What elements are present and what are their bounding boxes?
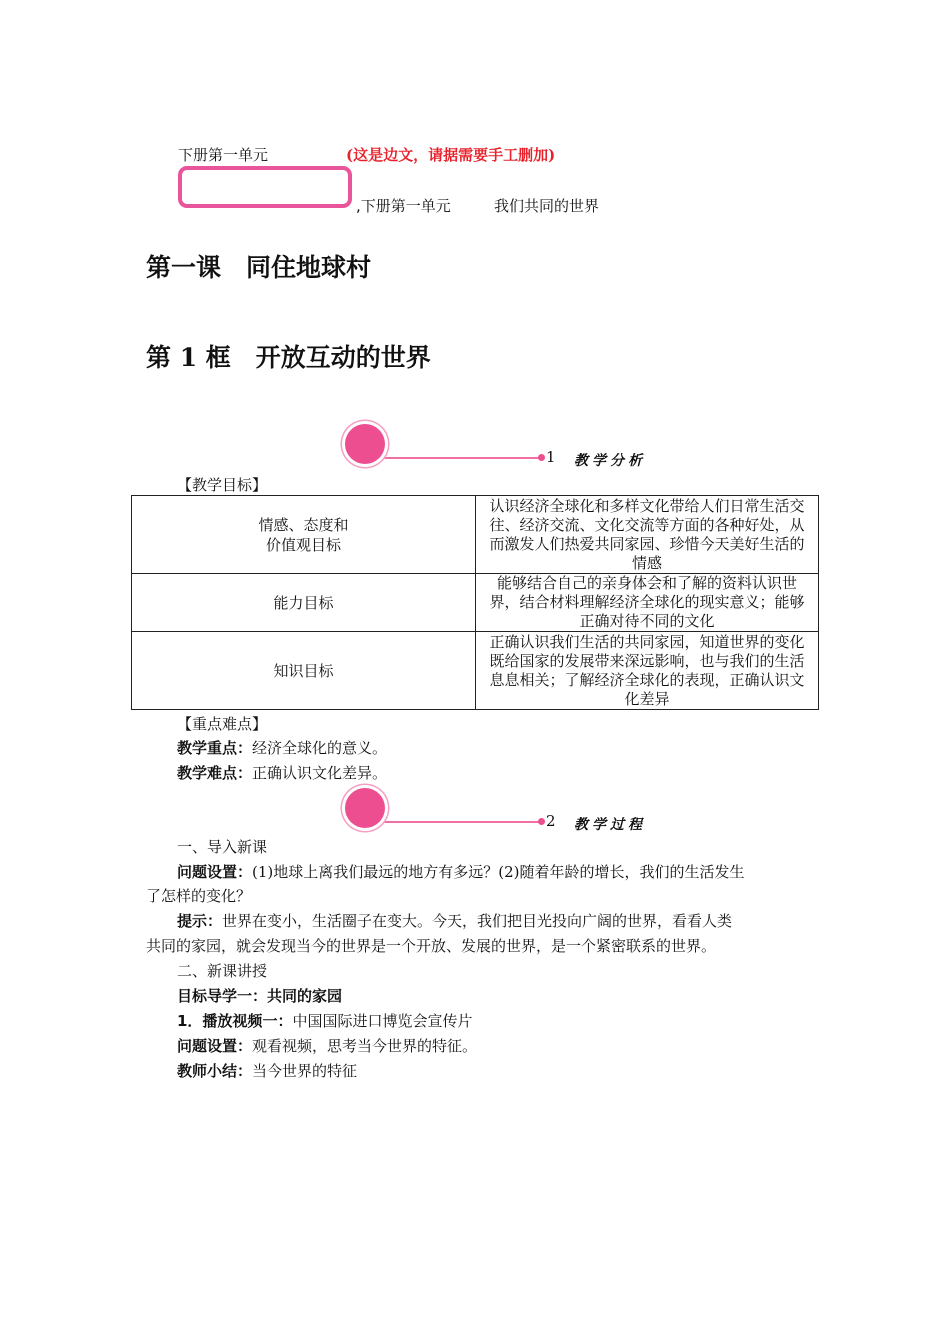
goal-label: 情感、态度和 价值观目标 [132,496,476,574]
summary-label: 教师小结： [177,1062,253,1080]
hint-line-2: 共同的家园，就会发现当今的世界是一个开放、发展的世界，是一个紧密联系的世界。 [146,937,717,955]
section-circle-icon [345,788,385,828]
margin-note: (这是边文，请据需要手工删加) [346,146,556,164]
section-number: 2 [546,812,556,830]
running-header-unit: ,下册第一单元 [356,197,451,215]
section-number: 1 [546,448,556,466]
intro-heading: 一、导入新课 [177,838,268,856]
unit-label: 下册第一单元 [178,146,269,164]
section-title: 教学分析 [574,453,646,469]
difficulty-label: 教学难点： [177,764,253,782]
section-circle-icon [345,424,385,464]
table-row [132,632,819,710]
new-lesson-heading: 二、新课讲授 [177,962,268,980]
section-divider-line [362,821,540,823]
difficulty-text: 正确认识文化差异。 [252,764,388,782]
focus-label: 教学重点： [177,739,253,757]
question-text: (1)地球上离我们最远的地方有多远？(2)随着年龄的增长，我们的生活发生 [252,863,745,881]
teaching-difficulty [177,762,387,784]
header-decoration-box [178,166,352,208]
section-title: 教学过程 [574,817,646,833]
question-2-label: 问题设置： [177,1037,253,1055]
running-header-title: 我们共同的世界 [494,197,600,215]
hint-label: 提示： [177,912,223,930]
question-line-1 [177,861,745,883]
goals-table [131,495,819,710]
goal-label: 能力目标 [132,574,476,632]
goal-label: 知识目标 [132,632,476,710]
question-line-2: 了怎样的变化？ [146,887,252,905]
goal-guide-1: 目标导学一：共同的家园 [177,987,343,1005]
hint-text: 世界在变小，生活圈子在变大。今天，我们把目光投向广阔的世界，看看人类 [222,912,733,930]
goal-desc: 能够结合自己的亲身体会和了解的资料认识世界，结合材料理解经济全球化的现实意义；能够正确对待不同的文化 [476,574,819,632]
lesson-title: 第一课 同住地球村 [146,253,372,282]
section-divider-line [362,457,540,459]
frame-title: 第 1 框 开放互动的世界 [146,343,431,372]
focus-text: 经济全球化的意义。 [252,739,388,757]
table-row [132,496,819,574]
video-line [177,1010,472,1032]
question-2-line [177,1035,477,1057]
keypoints-heading: 【重点难点】 [177,715,268,733]
section-dot-icon [538,818,545,825]
goals-heading: 【教学目标】 [177,476,268,494]
question-label: 问题设置： [177,863,253,881]
table-row [132,574,819,632]
summary-line [177,1060,357,1082]
goal-desc: 认识经济全球化和多样文化带给人们日常生活交往、经济交流、文化交流等方面的各种好处，从而激发人们热爱共同家园、珍惜今天美好生活的情感 [476,496,819,574]
question-2-text: 观看视频，思考当今世界的特征。 [252,1037,478,1055]
video-text: 中国国际进口博览会宣传片 [292,1012,473,1030]
section-dot-icon [538,454,545,461]
summary-text: 当今世界的特征 [252,1062,358,1080]
teaching-focus [177,737,387,759]
goal-desc: 正确认识我们生活的共同家园，知道世界的变化既给国家的发展带来深远影响，也与我们的生活息息相关；了解经济全球化的表现，正确认识文化差异 [476,632,819,710]
hint-line-1 [177,910,732,932]
video-label: 1．播放视频一： [177,1012,293,1030]
